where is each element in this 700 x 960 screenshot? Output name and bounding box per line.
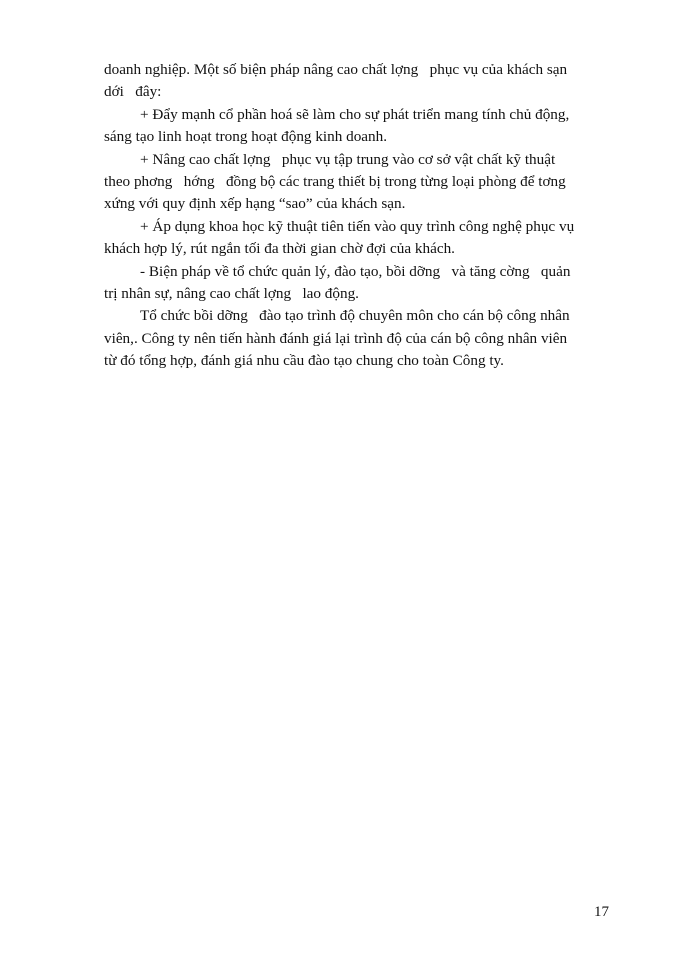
- text-line: - Biện pháp về tổ chức quản lý, đào tạo, bồi dỡng và tăng cờng quản: [140, 262, 571, 280]
- text-line: khách hợp lý, rút ngắn tối đa thời gian chờ đợi của khách.: [104, 240, 455, 258]
- text-line: theo phơng hớng đồng bộ các trang thiết bị trong từng loại phòng để tơng: [104, 173, 566, 191]
- text-line: từ đó tổng hợp, đánh giá nhu cầu đào tạo chung cho toàn Công ty.: [104, 352, 504, 370]
- document-body: [104, 59, 618, 373]
- text-line: + Nâng cao chất lợng phục vụ tập trung vào cơ sở vật chất kỹ thuật: [140, 150, 556, 168]
- text-line: viên,. Công ty nên tiến hành đánh giá lại trình độ của cán bộ công nhân viên: [104, 329, 568, 347]
- text-line: + Áp dụng khoa học kỹ thuật tiên tiến vào quy trình công nghệ phục vụ: [140, 217, 575, 235]
- text-line: Tổ chức bồi dỡng đào tạo trình độ chuyên môn cho cán bộ công nhân: [140, 307, 570, 325]
- text-line: trị nhân sự, nâng cao chất lợng lao động.: [104, 285, 359, 303]
- text-line: + Đẩy mạnh cổ phần hoá sẽ làm cho sự phát triển mang tính chủ động,: [140, 105, 570, 123]
- text-line: doanh nghiệp. Một số biện pháp nâng cao chất lợng phục vụ của khách sạn: [104, 61, 568, 78]
- text-line: dới đây:: [104, 83, 162, 101]
- page-number: 17: [594, 904, 609, 920]
- text-line: sáng tạo linh hoạt trong hoạt động kinh doanh.: [104, 128, 388, 146]
- text-line: xứng với quy định xếp hạng “sao” của khách sạn.: [104, 195, 406, 213]
